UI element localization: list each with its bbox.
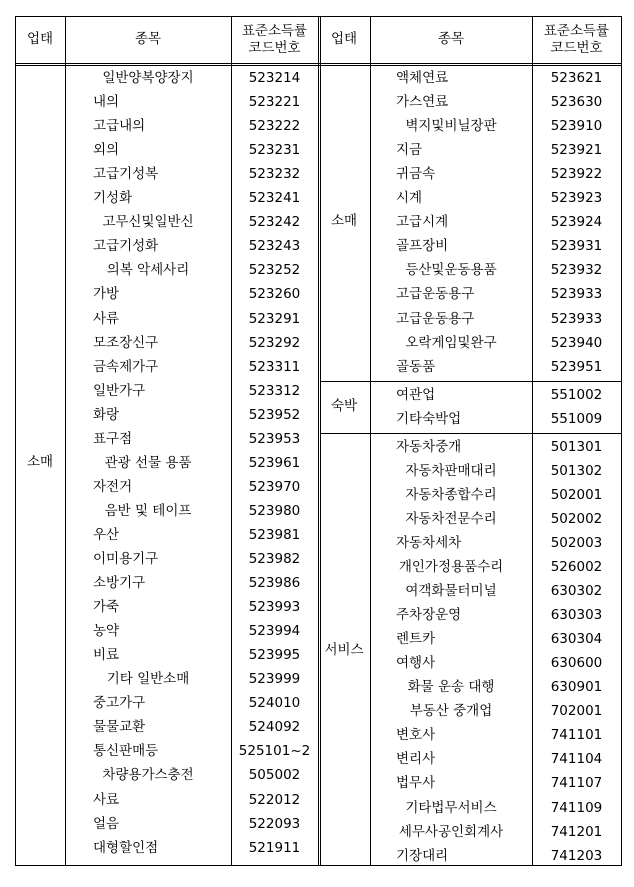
item-name: 기성화 [93, 190, 133, 207]
item-name: 기타 일반소매 [106, 671, 190, 688]
item-name: 통신판매등 [93, 743, 159, 760]
item-name: 고급기성화 [93, 238, 159, 255]
code-number: 522093 [248, 815, 301, 832]
item-name: 고급시계 [396, 214, 449, 231]
code-number: 523933 [550, 310, 603, 327]
item-name: 세무사공인회계사 [398, 823, 504, 840]
item-name: 귀금속 [396, 166, 436, 183]
item-name: 관광 선물 용품 [104, 454, 192, 471]
header-code [231, 16, 318, 63]
code-number: 523311 [248, 358, 301, 375]
code-number: 524092 [248, 719, 301, 736]
code-number: 523932 [550, 262, 603, 279]
item-name: 지금 [396, 142, 423, 159]
code-number: 523292 [248, 334, 301, 351]
item-name: 여행사 [396, 655, 436, 672]
biz-label: 소매 [26, 453, 54, 470]
code-number: 523982 [248, 551, 301, 567]
col-divider [65, 16, 66, 865]
item-name: 얼음 [93, 815, 120, 832]
code-number: 523291 [248, 310, 301, 327]
col-divider [320, 16, 321, 865]
code-number: 502001 [550, 486, 603, 503]
item-name: 일반가구 [93, 382, 146, 399]
biz-label: 소매 [330, 213, 358, 230]
code-number: 741107 [550, 775, 603, 792]
biz-label: 서비스 [324, 642, 364, 659]
code-number: 551009 [550, 410, 603, 427]
item-name: 부동산 중개업 [409, 703, 493, 720]
code-number: 630303 [550, 607, 603, 624]
code-number: 630302 [550, 583, 603, 600]
item-name: 여객화물터미널 [405, 583, 497, 600]
code-number: 741101 [550, 727, 603, 744]
item-name: 일반양복양장지 [102, 70, 194, 86]
code-number: 630304 [550, 631, 603, 648]
code-number: 523252 [248, 262, 301, 279]
code-number: 502003 [550, 534, 603, 551]
item-name: 가죽 [93, 599, 120, 616]
item-name: 기장대리 [396, 847, 449, 864]
header-biz: 업태 [330, 31, 358, 47]
item-name: 대형할인점 [93, 839, 159, 856]
code-number: 523231 [248, 142, 301, 159]
header-code-line: 표준소득률 [543, 22, 610, 39]
item-name: 화물 운송 대행 [407, 679, 495, 696]
code-number: 523621 [550, 70, 603, 86]
item-name: 법무사 [396, 775, 436, 792]
item-name: 개인가정용품수리 [398, 559, 504, 575]
code-number: 523933 [550, 286, 603, 303]
item-name: 골프장비 [396, 238, 449, 255]
item-name: 물물교환 [93, 719, 146, 736]
item-name: 농약 [93, 623, 120, 640]
header-code-line: 코드번호 [248, 39, 301, 56]
code-number: 523994 [248, 623, 301, 640]
code-number: 524010 [248, 695, 301, 712]
item-name: 자동차전문수리 [405, 510, 497, 527]
item-name: 자동차판매대리 [405, 462, 497, 479]
biz-label: 숙박 [330, 397, 358, 414]
code-number: 523961 [248, 454, 301, 471]
item-name: 금속제가구 [93, 358, 159, 375]
code-number: 523214 [248, 70, 301, 86]
code-number: 741201 [550, 823, 603, 840]
code-number: 523924 [550, 214, 603, 231]
item-name: 가방 [93, 286, 120, 303]
item-name: 표구점 [93, 430, 133, 447]
item-name: 사류 [93, 310, 120, 327]
item-name: 소방기구 [93, 575, 146, 592]
code-number: 525101~2 [238, 743, 311, 760]
code-number: 523999 [248, 671, 301, 688]
code-number: 501301 [550, 438, 603, 455]
header-code-line: 코드번호 [550, 39, 603, 56]
item-name: 의복 악세사리 [106, 262, 190, 279]
code-number: 523993 [248, 599, 301, 616]
code-number: 523981 [248, 526, 301, 543]
code-number: 630600 [550, 655, 603, 672]
code-number: 523630 [550, 94, 603, 111]
item-name: 내의 [93, 94, 120, 111]
code-number: 521911 [248, 839, 301, 856]
item-name: 자전거 [93, 478, 133, 495]
code-number: 551002 [550, 386, 603, 403]
item-name: 모조장신구 [93, 334, 159, 351]
code-number: 523970 [248, 478, 301, 495]
item-name: 이미용기구 [93, 551, 159, 567]
code-number: 523952 [248, 406, 301, 423]
col-divider [318, 16, 319, 865]
code-number: 741109 [550, 799, 603, 816]
code-number: 523312 [248, 382, 301, 399]
code-number: 505002 [248, 767, 301, 784]
code-number: 523242 [248, 214, 301, 231]
item-name: 시계 [396, 190, 423, 207]
item-name: 오락게임및완구 [405, 334, 497, 351]
item-name: 자동차중개 [396, 438, 462, 455]
header-code [532, 16, 621, 63]
col-divider [370, 16, 371, 865]
item-name: 사료 [93, 791, 120, 808]
code-number: 523243 [248, 238, 301, 255]
item-name: 고급내의 [93, 118, 146, 135]
code-number: 523951 [550, 358, 603, 375]
code-number: 526002 [550, 559, 603, 575]
item-name: 자동차세차 [396, 534, 462, 551]
item-name: 화랑 [93, 406, 120, 423]
item-name: 가스연료 [396, 94, 449, 111]
item-name: 기타법무서비스 [405, 799, 497, 816]
item-name: 고급기성복 [93, 166, 159, 183]
item-name: 비료 [93, 647, 120, 664]
code-number: 741203 [550, 847, 603, 864]
item-name: 외의 [93, 142, 120, 159]
item-name: 기타숙박업 [396, 410, 462, 427]
code-number: 523910 [550, 118, 603, 135]
code-number: 523931 [550, 238, 603, 255]
code-number: 523921 [550, 142, 603, 159]
code-number: 523222 [248, 118, 301, 135]
item-name: 액체연료 [396, 70, 449, 86]
code-number: 523940 [550, 334, 603, 351]
header-item: 종목 [437, 31, 465, 47]
code-number: 523922 [550, 166, 603, 183]
code-number: 702001 [550, 703, 603, 720]
code-number: 523980 [248, 502, 301, 519]
code-number: 523923 [550, 190, 603, 207]
item-name: 등산및운동용품 [405, 262, 497, 279]
group-divider [320, 381, 621, 382]
code-number: 523232 [248, 166, 301, 183]
item-name: 음반 및 테이프 [104, 502, 192, 519]
item-name: 우산 [93, 526, 120, 543]
item-name: 중고가구 [93, 695, 146, 712]
item-name: 변호사 [396, 727, 436, 744]
header-item: 종목 [134, 31, 162, 47]
item-name: 차량용가스충전 [102, 767, 194, 784]
code-number: 741104 [550, 751, 603, 768]
item-name: 렌트카 [396, 631, 436, 648]
item-name: 여관업 [396, 386, 436, 403]
code-number: 523241 [248, 190, 301, 207]
item-name: 고급운동용구 [396, 310, 475, 327]
item-name: 고급운동용구 [396, 286, 475, 303]
code-number: 523995 [248, 647, 301, 664]
item-name: 변리사 [396, 751, 436, 768]
code-number: 523953 [248, 430, 301, 447]
item-name: 자동차종합수리 [405, 486, 497, 503]
header-biz: 업태 [26, 31, 54, 47]
header-code-line: 표준소득률 [241, 22, 308, 39]
code-number: 522012 [248, 791, 301, 808]
item-name: 벽지및비닐장판 [405, 118, 497, 135]
code-number: 501302 [550, 462, 603, 479]
code-number: 523221 [248, 94, 301, 111]
code-number: 523986 [248, 575, 301, 592]
item-name: 주차장운영 [396, 607, 462, 624]
code-number: 523260 [248, 286, 301, 303]
code-number: 630901 [550, 679, 603, 696]
group-divider [320, 433, 621, 434]
item-name: 고무신및일반신 [102, 214, 194, 231]
item-name: 골동품 [396, 358, 436, 375]
code-number: 502002 [550, 510, 603, 527]
